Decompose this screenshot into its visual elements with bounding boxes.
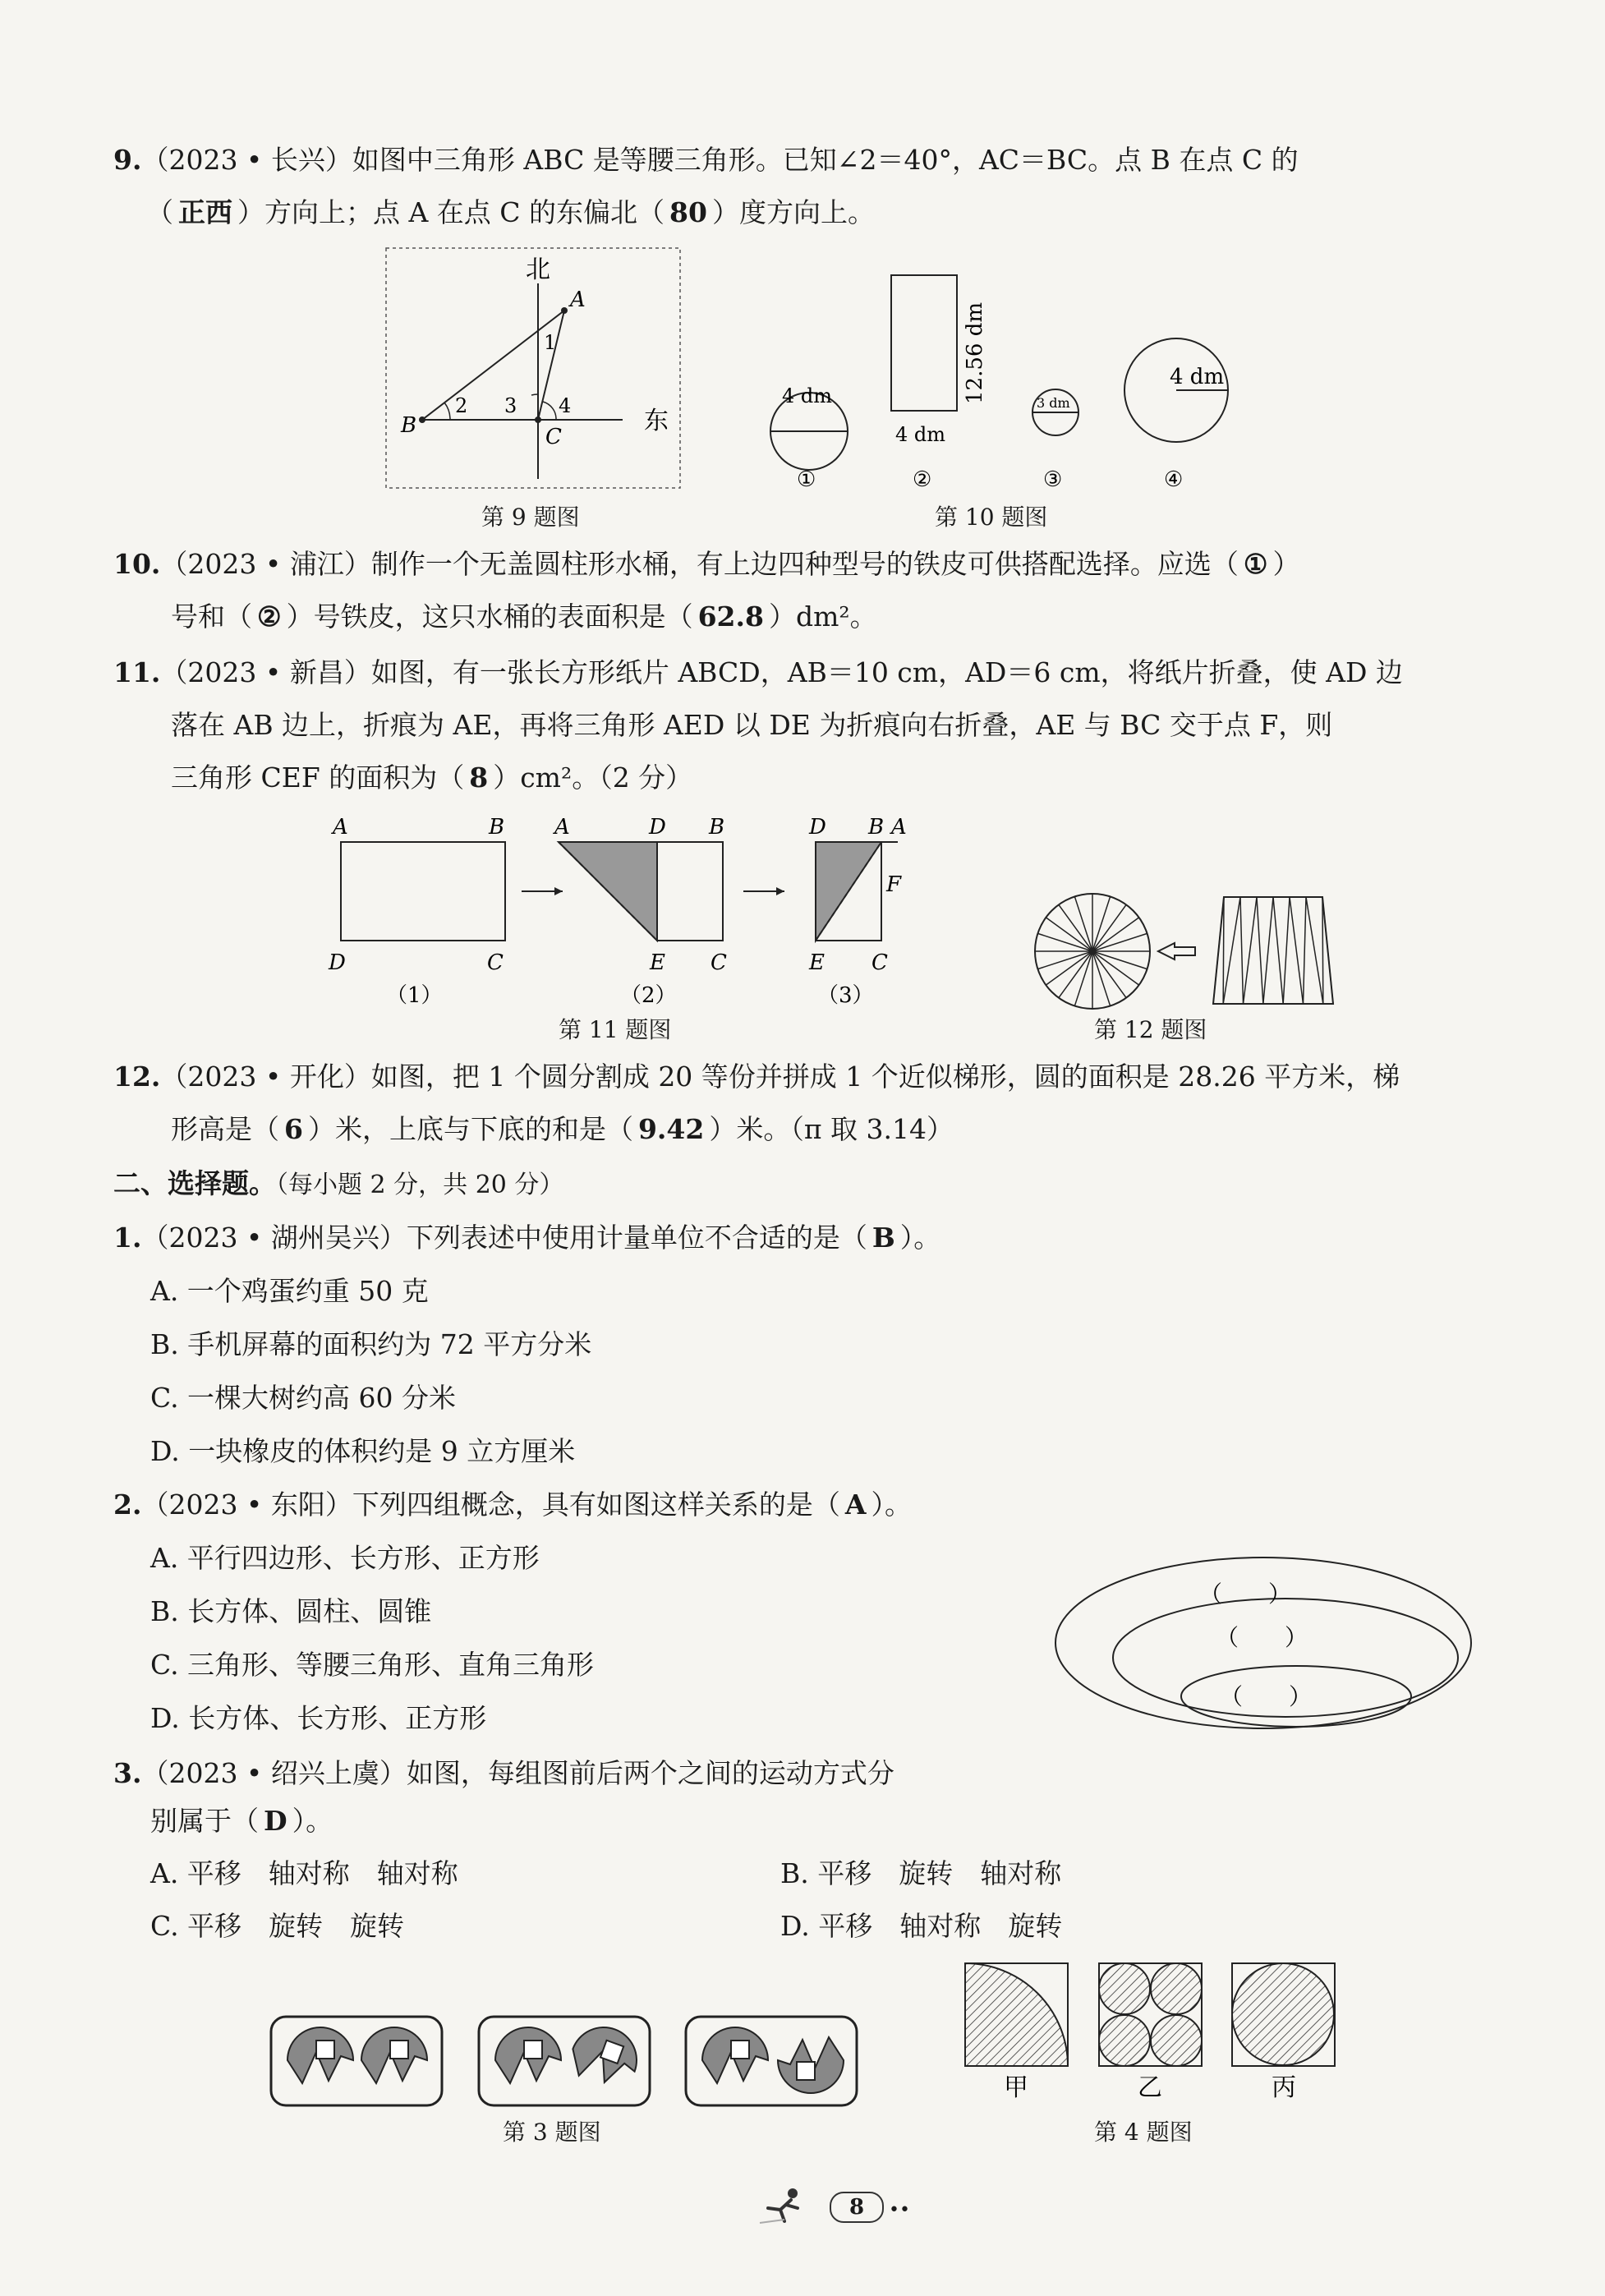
q9-label-c: C — [545, 425, 562, 449]
q9-angle-1: 1 — [544, 331, 557, 354]
q12-sector-line — [1092, 933, 1147, 951]
c3-number: 3. — [113, 1757, 142, 1789]
q9-angle-3: 3 — [504, 394, 517, 417]
q12-trapezoid-sector-line — [1273, 897, 1283, 1004]
c1-answer: B — [871, 1222, 895, 1254]
q11-f2-label-c: C — [711, 950, 727, 975]
c1-option-c: C. 一棵大树约高 60 分米 — [150, 1382, 457, 1414]
c2-option-a: A. 平行四边形、长方形、正方形 — [150, 1542, 540, 1574]
q12-trapezoid-sector-line — [1290, 897, 1304, 1004]
footer-runner-icon — [760, 2185, 809, 2226]
fig4-label-yi: 乙 — [1138, 2073, 1162, 2102]
q9-label-east: 东 — [644, 407, 669, 435]
q10-label-rect-h: 12.56 dm — [963, 302, 987, 404]
q12-sector-line — [1092, 951, 1111, 1006]
q11-line1 — [113, 656, 1403, 688]
c3-option-d: D. 平移 轴对称 旋转 — [780, 1910, 1063, 1942]
q11-f3-label-c: C — [871, 950, 888, 975]
q12-sector-line — [1092, 951, 1126, 998]
c1-number: 1. — [113, 1222, 142, 1254]
q11-text: ）cm²。（2 分） — [493, 761, 693, 794]
q9-text: ）度方向上。 — [711, 196, 875, 228]
q10-text: ） — [1272, 548, 1300, 580]
c3-text: 别属于（ — [150, 1805, 259, 1837]
q11-number: 11. — [113, 656, 161, 688]
q11-f2-label-d: D — [649, 815, 666, 840]
q9-angle-4: 4 — [559, 394, 572, 417]
fig4-label-jia: 甲 — [1004, 2073, 1028, 2102]
q11-f3-label-e: E — [809, 950, 825, 975]
c2-nested-ellipses — [1051, 1553, 1479, 1742]
q12-trapezoid — [1213, 897, 1333, 1004]
q12-trapezoid-sector-line — [1263, 897, 1273, 1004]
q10-number: 10. — [113, 548, 161, 580]
q12-sector-line — [1092, 904, 1126, 951]
c1-option-a: A. 一个鸡蛋约重 50 克 — [150, 1275, 429, 1307]
q12-number: 12. — [113, 1061, 161, 1093]
q12-figure-caption: 第 12 题图 — [1094, 1016, 1207, 1043]
c3-option-b: B. 平移 旋转 轴对称 — [780, 1857, 1062, 1889]
q11-f2-label-b: B — [709, 815, 725, 840]
q10-label-c1: 4 dm — [782, 384, 833, 407]
q11-figure-caption: 第 11 题图 — [559, 1016, 672, 1043]
c2-text: （2023 • 东阳）下列四组概念，具有如图这样关系的是（ — [141, 1488, 840, 1521]
q11-line3 — [171, 761, 693, 794]
q12-trapezoid-sector-line — [1244, 897, 1258, 1004]
c3-text: （2023 • 绍兴上虞）如图，每组图前后两个之间的运动方式分 — [141, 1757, 894, 1789]
q12-sector-line — [1059, 904, 1092, 951]
fig4 — [961, 1959, 1347, 2102]
q11-f3-label-a: A — [891, 815, 907, 840]
q9-label-b: B — [401, 413, 417, 438]
q11-f1-label-c: C — [487, 950, 504, 975]
q12-answer-1: 6 — [284, 1113, 303, 1145]
q10-text: （2023 • 浦江）制作一个无盖圆柱形水桶，有上边四种型号的铁皮可供搭配选择。应选（ — [160, 548, 1239, 580]
q11-sub-1: （1） — [386, 983, 443, 1008]
q12-sector-line — [1092, 896, 1111, 951]
q12-center-dot — [1089, 948, 1096, 955]
q10-answer-1: ① — [1243, 548, 1268, 580]
q10-label-rect-w: 4 dm — [895, 423, 946, 446]
q9-text: （ — [146, 196, 173, 228]
q9-figure-caption: 第 9 题图 — [481, 504, 580, 531]
q12-sector-line — [1092, 951, 1147, 969]
q12-trapezoid-sector-line — [1306, 897, 1323, 1004]
q12-sector-line — [1092, 918, 1139, 951]
q10-line1 — [113, 548, 1300, 580]
c1-stem — [113, 1222, 941, 1254]
q11-sub-2: （2） — [620, 983, 677, 1008]
q12-trapezoid-sector-line — [1223, 897, 1240, 1004]
page-dots: •• — [889, 2200, 910, 2220]
fig4-caption: 第 4 题图 — [1094, 2119, 1193, 2146]
q12-trapezoid-sector-line — [1213, 897, 1224, 1004]
q12-trapezoid-sector-line — [1257, 897, 1263, 1004]
q10-text: ）号铁皮，这只水桶的表面积是（ — [286, 600, 693, 633]
c2-option-d: D. 长方体、长方形、正方形 — [150, 1702, 487, 1734]
q12-trapezoid-sector-line — [1322, 897, 1333, 1004]
c2-option-c: C. 三角形、等腰三角形、直角三角形 — [150, 1649, 595, 1681]
c2-blank-outer: （ ） — [1199, 1581, 1292, 1608]
q9-figure — [384, 246, 682, 493]
q9-answer-1: 正西 — [178, 196, 232, 228]
q11-f3-label-d: D — [809, 815, 826, 840]
q10-label-n2: ② — [913, 467, 932, 492]
q12-line2 — [171, 1113, 954, 1145]
q12-stem: （2023 • 开化）如图，把 1 个圆分割成 20 等份并拼成 1 个近似梯形，圆的面积是 28.26 平方米，梯 — [160, 1061, 1400, 1093]
section2-note: （每小题 2 分，共 20 分） — [276, 1171, 564, 1199]
q9-text: ）方向上；点 A 在点 C 的东偏北（ — [237, 196, 665, 228]
q9-label-north: 北 — [526, 255, 550, 284]
q9-answer-2: 80 — [669, 196, 707, 228]
q11-f1-label-a: A — [333, 815, 348, 840]
q11-stem: （2023 • 新昌）如图，有一张长方形纸片 ABCD，AB＝10 cm，AD＝6 cm，将纸片折叠，使 AD 边 — [160, 656, 1403, 688]
c3-figure-caption: 第 3 题图 — [503, 2119, 601, 2146]
q10-text: ）dm²。 — [768, 600, 877, 633]
fig4-label-bing: 丙 — [1272, 2073, 1296, 2102]
q9-line2 — [146, 196, 875, 228]
q9-number: 9. — [113, 144, 142, 176]
c3-figure — [267, 2013, 867, 2111]
q9-angle-2: 2 — [455, 394, 468, 417]
q12-sector-line — [1092, 951, 1139, 985]
q11-sub-3: （3） — [817, 983, 874, 1008]
q11-f2-label-e: E — [650, 950, 665, 975]
c1-option-d: D. 一块橡皮的体积约是 9 立方厘米 — [150, 1435, 576, 1467]
q11-stem: 落在 AB 边上，折痕为 AE，再将三角形 AED 以 DE 为折痕向右折叠，AE 与 BC 交于点 F，则 — [171, 709, 1333, 741]
q12-sector-line — [1074, 951, 1092, 1006]
q10-figure-caption: 第 10 题图 — [935, 504, 1048, 531]
q11-text: 三角形 CEF 的面积为（ — [171, 761, 465, 794]
q12-text: ）米。（π 取 3.14） — [709, 1113, 954, 1145]
q10-label-c3: 3 dm — [1037, 395, 1070, 411]
q10-label-n4: ④ — [1164, 467, 1184, 492]
q11-f1-label-b: B — [489, 815, 505, 840]
c3-option-c: C. 平移 旋转 旋转 — [150, 1910, 405, 1942]
q12-text: ）米，上底与下底的和是（ — [307, 1113, 633, 1145]
c2-number: 2. — [113, 1488, 142, 1521]
q11-f2-label-a: A — [554, 815, 570, 840]
q9-label-a: A — [570, 288, 586, 312]
c2-answer: A — [844, 1488, 867, 1521]
q12-sector-line — [1059, 951, 1092, 998]
q10-label-n3: ③ — [1043, 467, 1063, 492]
q12-trapezoid-sector-line — [1304, 897, 1307, 1004]
q12-trapezoid-sector-line — [1240, 897, 1244, 1004]
c3-stem-line2 — [150, 1805, 333, 1837]
q10-label-n1: ① — [797, 467, 816, 492]
q12-sector-line — [1074, 896, 1092, 951]
q12-text: 形高是（ — [171, 1113, 279, 1145]
q11-f3-label-f: F — [886, 872, 902, 897]
q10-text: 号和（ — [171, 600, 252, 633]
c2-stem — [113, 1488, 912, 1521]
q10-answer-2: ② — [257, 600, 282, 633]
q10-label-c4: 4 dm — [1170, 365, 1225, 389]
q11-figure — [324, 805, 932, 1010]
q12-divided-circle — [1035, 894, 1150, 1009]
q10-answer-3: 62.8 — [697, 600, 764, 633]
q11-f3-label-b: B — [868, 815, 885, 840]
q12-sector-line — [1037, 933, 1092, 951]
c1-text: （2023 • 湖州吴兴）下列表述中使用计量单位不合适的是（ — [141, 1222, 867, 1254]
q10-figure — [764, 271, 1240, 501]
c3-option-a: A. 平移 轴对称 轴对称 — [150, 1857, 458, 1889]
c1-option-b: B. 手机屏幕的面积约为 72 平方分米 — [150, 1328, 592, 1360]
q12-figure — [1031, 887, 1392, 1010]
q12-line1 — [113, 1061, 1400, 1093]
c2-text: ）。 — [871, 1488, 912, 1521]
q12-sector-line — [1037, 951, 1092, 969]
q12-sector-line — [1046, 918, 1092, 951]
section2-title: 二、选择题。 — [113, 1167, 276, 1199]
c3-text: ）。 — [292, 1805, 333, 1837]
page-number-badge — [830, 2192, 884, 2223]
q11-answer: 8 — [469, 761, 489, 794]
q9-line1 — [113, 144, 1299, 176]
page-number: 8 — [848, 2195, 865, 2220]
c2-blank-inner: （ ） — [1220, 1683, 1313, 1710]
q12-trapezoid-sector-line — [1223, 897, 1224, 1004]
c3-stem-line1 — [113, 1757, 894, 1789]
q12-answer-2: 9.42 — [637, 1113, 705, 1145]
c1-text: ）。 — [899, 1222, 941, 1254]
q11-f1-label-d: D — [329, 950, 346, 975]
c2-option-b: B. 长方体、圆柱、圆锥 — [150, 1595, 432, 1627]
q9-stem: （2023 • 长兴）如图中三角形 ABC 是等腰三角形。已知∠2＝40°，AC＝BC。点 B 在点 C 的 — [141, 144, 1299, 176]
q11-line2 — [171, 709, 1333, 741]
q12-trapezoid-sector-line — [1283, 897, 1290, 1004]
c3-answer: D — [264, 1805, 287, 1837]
section2-heading — [113, 1167, 564, 1199]
q12-sector-line — [1046, 951, 1092, 985]
q10-line2 — [171, 600, 877, 633]
q12-trapezoid-sector-line — [1322, 897, 1323, 1004]
c2-blank-middle: （ ） — [1216, 1624, 1308, 1651]
